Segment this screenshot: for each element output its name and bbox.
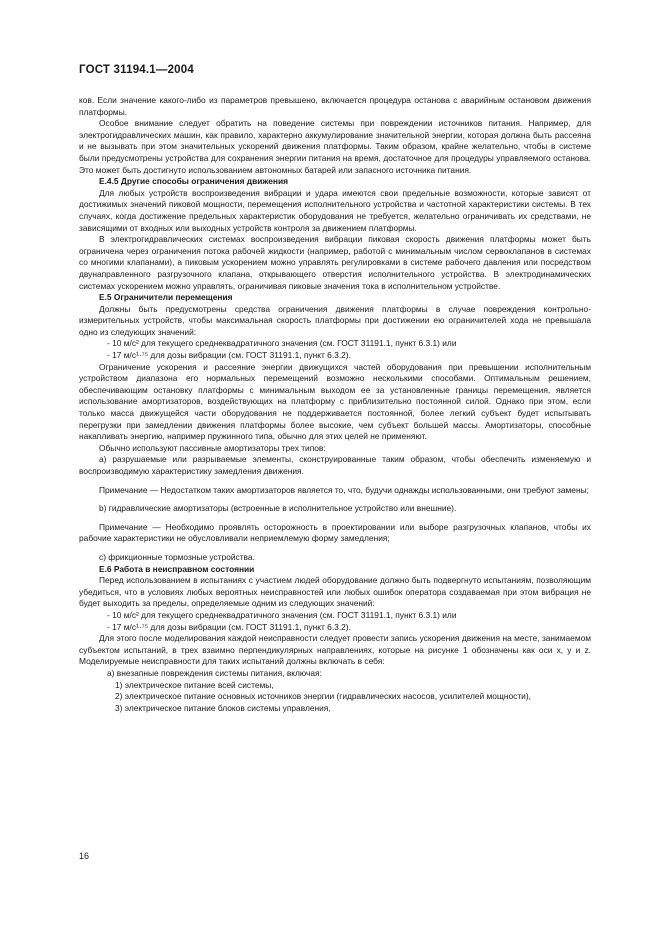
list-item: а) разрушаемые или разрываемые элементы, сконструированные таким образом, чтобы обеспечить изменяемую и воспроизводимую характеристику замедления движения. — [79, 454, 591, 476]
document-body — [79, 95, 591, 714]
list-item: - 17 м/с¹·⁷⁵ для дозы вибрации (см. ГОСТ 31191.1, пункт 6.3.2). — [107, 621, 351, 632]
section-heading: Е.5 Ограничители перемещения — [99, 292, 233, 303]
section-heading: Е.6 Работа в неисправном состоянии — [99, 563, 255, 574]
page-number: 16 — [79, 851, 90, 861]
paragraph: ков. Если значение какого-либо из параметров превышено, включается процедура останова с аварийным остановом движения платформы. — [79, 95, 591, 117]
sub-list-item: 3) электрическое питание блоков системы управления, — [115, 702, 331, 713]
paragraph: Ограничение ускорения и рассеяние энергии движущихся частей оборудования при превышении исполнительным устройством диапазона его нормальных перемещений возможно несколькими способами. Оптимальным решением, обеспечивающим остановку платформы с минимальным выходом ее за установленные границы перемещения, является использование амортизаторов, воздействующих на платформу с приблизительно постоянной силой. Однако при этом, если только масса движущейся части оборудования не поддерживается постоянной, более легкий субъект будет испытывать перегрузки при замедлении движения платформы более высокие, чем субъект большей массы. Амортизаторы, способные накапливать энергию, например пружинного типа, обычно для этих целей не применяют. — [79, 361, 591, 442]
note: Примечание — Необходимо проявлять осторожность в проектировании или выборе разгрузочных клапанов, чтобы их рабочие характеристики не обусловливали неприемлемую форму замедления; — [79, 521, 591, 544]
paragraph: Обычно используют пассивные амортизаторы трех типов: — [99, 442, 326, 453]
paragraph: Для любых устройств воспроизведения вибрации и удара имеются свои предельные возможности, которые зависят от достижимых значений пиковой мощности, перемещения исполнительного устройства и частотной характеристики системы. В тех случаях, когда достижение предельных характеристик оборудования не требуется, желательно ограничивать их средствами, не зависящими от входных или выходных устройств контроля за движением платформы. — [79, 187, 591, 233]
list-item: b) гидравлические амортизаторы (встроенные в исполнительное устройство или внешние). — [99, 503, 457, 514]
paragraph: Для этого после моделирования каждой неисправности следует провести запись ускорения движения на месте, занимаемом субъектом испытаний, в трех взаимно перпендикулярных направлениях, которые на рисунке 1 обозначены как оси x, y и z. Моделируемые неисправности для таких испытаний должны включать в себя: — [79, 633, 591, 667]
list-item: с) фрикционные тормозные устройства. — [99, 551, 255, 562]
note: Примечание — Недостатком таких амортизаторов является то, что, будучи однажды использованными, они требуют замены; — [99, 484, 589, 495]
paragraph: В электрогидравлических системах воспроизведения вибрации пиковая скорость движения платформы может быть ограничена через ограничения потока рабочей жидкости (например, работой с минимальным числом сервоклапанов в системах со многими клапанами), а пиковым ускорением можно управлять регулировками в системе рабочего давления или посредством двунаправленного разгрузочного клапана, открывающего отверстия исполнительного устройства. В электродинамических системах ускорением можно управлять, ограничивая пиковые значения тока в исполнительном устройстве. — [79, 234, 591, 291]
paragraph: Перед использованием в испытаниях с участием людей оборудование должно быть подвергнуто испытаниям, позволяющим убедиться, что в условиях любых вероятных неисправностей или любых ошибок оператора создаваемая при этом вибрация не будет выходить за пределы, определяемые одним из следующих значений: — [79, 575, 591, 609]
sub-list-item: 1) электрическое питание всей системы, — [115, 679, 274, 690]
list-item: - 17 м/с¹·⁷⁵ для дозы вибрации (см. ГОСТ 31191.1, пункт 6.3.2). — [107, 350, 351, 361]
paragraph: Должны быть предусмотрены средства ограничения движения платформы в случае повреждения контрольно-измерительных устройств, чтобы максимальная скорость платформы при достижении ею ограничителей хода не превышала одно из следующих значений: — [79, 303, 591, 337]
list-item: - 10 м/с² для текущего среднеквадратичного значения (см. ГОСТ 31191.1, пункт 6.3.1) или — [107, 609, 457, 620]
paragraph: Особое внимание следует обратить на поведение системы при повреждении источников питания. Например, для электрогидравлических машин, как правило, характерно аккумулирование значительной энергии, которая должна быть рассеяна и не вызывать при этом значительных ускорений движения платформы. Таким образом, крайне желательно, чтобы в системе были предусмотрены устройства для сохранения энергии питания на время, достаточное для процедуры управляемого останова. Это может быть достигнуто использованием автономных батарей или запасного источника питания. — [79, 118, 591, 175]
page-header-title: ГОСТ 31194.1—2004 — [79, 64, 194, 76]
section-heading: Е.4.5 Другие способы ограничения движения — [99, 176, 288, 187]
sub-list-item: 2) электрическое питание основных источников энергии (гидравлических насосов, усилителей мощности), — [115, 691, 531, 702]
list-item: - 10 м/с² для текущего среднеквадратичного значения (см. ГОСТ 31191.1, пункт 6.3.1) или — [107, 338, 457, 349]
list-item: а) внезапные повреждения системы питания, включая: — [107, 667, 322, 678]
